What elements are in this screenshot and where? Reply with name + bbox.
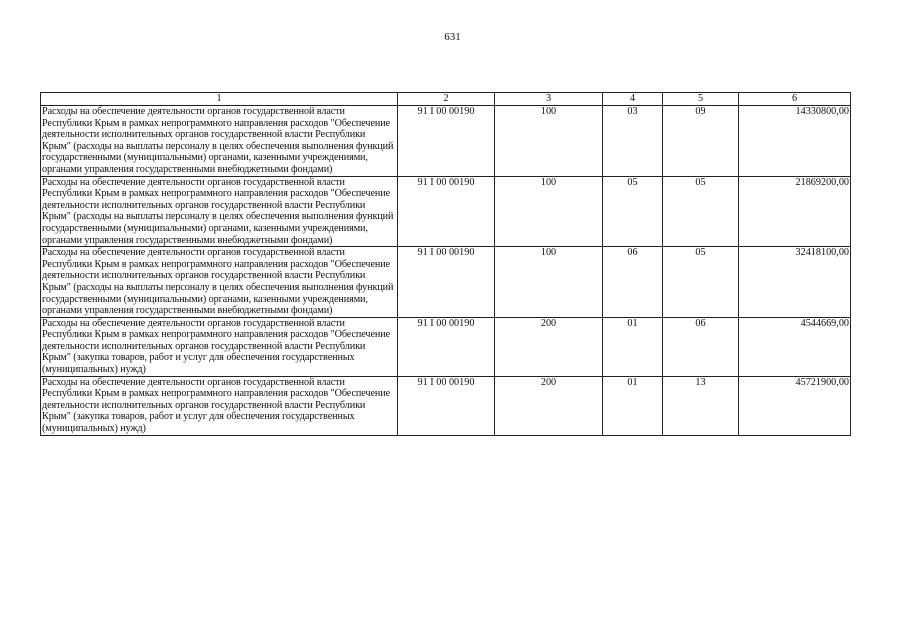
row-target-code: 91 I 00 00190 — [398, 247, 495, 318]
row-description: Расходы на обеспечение деятельности органов государственной власти Республики Крым в рамках непрограммного направления расходов "Обеспечение деятельности исполнительных органов государственной власти Республики Крым" (закупка товаров, работ и услуг для обеспечения государственных (муниципальных) нужд) — [41, 376, 398, 435]
row-target-code: 91 I 00 00190 — [398, 106, 495, 177]
row-target-code: 91 I 00 00190 — [398, 317, 495, 376]
row-expense-type: 100 — [495, 176, 603, 247]
row-section: 06 — [603, 247, 663, 318]
table-row — [41, 247, 851, 318]
page-number: 631 — [444, 31, 461, 43]
row-subsection: 05 — [663, 247, 739, 318]
row-expense-type: 100 — [495, 247, 603, 318]
header-col-5: 5 — [663, 93, 739, 106]
header-col-3: 3 — [495, 93, 603, 106]
row-amount: 21869200,00 — [739, 176, 851, 247]
row-section: 03 — [603, 106, 663, 177]
budget-table — [40, 92, 851, 436]
row-section: 01 — [603, 376, 663, 435]
table-row — [41, 106, 851, 177]
row-subsection: 05 — [663, 176, 739, 247]
row-subsection: 09 — [663, 106, 739, 177]
row-description: Расходы на обеспечение деятельности органов государственной власти Республики Крым в рамках непрограммного направления расходов "Обеспечение деятельности исполнительных органов государственной власти Республики Крым" (расходы на выплаты персоналу в целях обеспечения выполнения функций государственными (муниципальными) органами, казенными учреждениями, органами управления государственными внебюджетными фондами) — [41, 176, 398, 247]
row-description: Расходы на обеспечение деятельности органов государственной власти Республики Крым в рамках непрограммного направления расходов "Обеспечение деятельности исполнительных органов государственной власти Республики Крым" (закупка товаров, работ и услуг для обеспечения государственных (муниципальных) нужд) — [41, 317, 398, 376]
row-expense-type: 200 — [495, 317, 603, 376]
row-expense-type: 200 — [495, 376, 603, 435]
header-col-2: 2 — [398, 93, 495, 106]
row-expense-type: 100 — [495, 106, 603, 177]
header-col-1: 1 — [41, 93, 398, 106]
row-subsection: 06 — [663, 317, 739, 376]
row-description: Расходы на обеспечение деятельности органов государственной власти Республики Крым в рамках непрограммного направления расходов "Обеспечение деятельности исполнительных органов государственной власти Республики Крым" (расходы на выплаты персоналу в целях обеспечения выполнения функций государственными (муниципальными) органами, казенными учреждениями, органами управления государственными внебюджетными фондами) — [41, 247, 398, 318]
row-amount: 14330800,00 — [739, 106, 851, 177]
row-amount: 32418100,00 — [739, 247, 851, 318]
header-row — [41, 93, 851, 106]
header-col-4: 4 — [603, 93, 663, 106]
row-subsection: 13 — [663, 376, 739, 435]
row-target-code: 91 I 00 00190 — [398, 176, 495, 247]
table-row — [41, 176, 851, 247]
header-col-6: 6 — [739, 93, 851, 106]
row-amount: 4544669,00 — [739, 317, 851, 376]
table-row — [41, 317, 851, 376]
row-target-code: 91 I 00 00190 — [398, 376, 495, 435]
row-section: 05 — [603, 176, 663, 247]
row-description: Расходы на обеспечение деятельности органов государственной власти Республики Крым в рамках непрограммного направления расходов "Обеспечение деятельности исполнительных органов государственной власти Республики Крым" (расходы на выплаты персоналу в целях обеспечения выполнения функций государственными (муниципальными) органами, казенными учреждениями, органами управления государственными внебюджетными фондами) — [41, 106, 398, 177]
table-row — [41, 376, 851, 435]
row-amount: 45721900,00 — [739, 376, 851, 435]
row-section: 01 — [603, 317, 663, 376]
